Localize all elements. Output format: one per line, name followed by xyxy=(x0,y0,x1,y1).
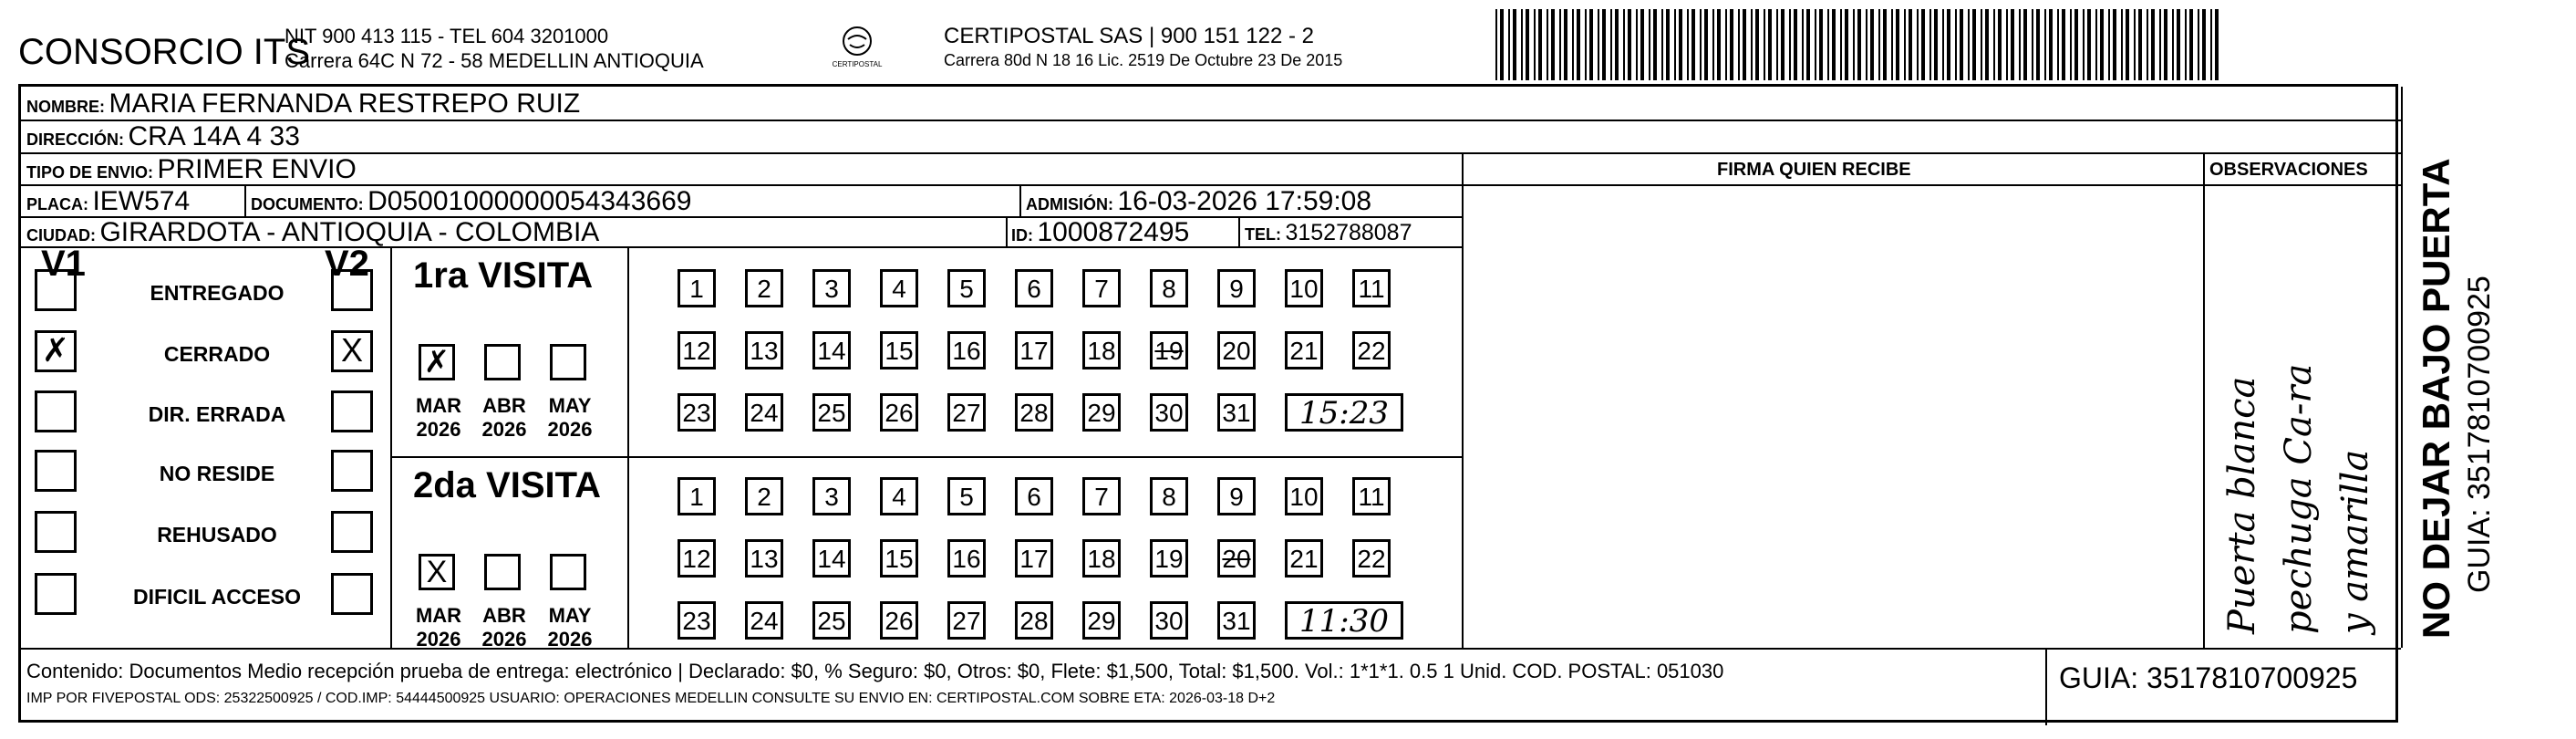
day-box[interactable]: 7 xyxy=(1082,477,1121,515)
courier-info xyxy=(944,24,1342,73)
v1-checkbox[interactable] xyxy=(35,269,77,311)
tipo-value: PRIMER ENVIO xyxy=(157,154,357,184)
no-dejar-bajo-puerta: NO DEJAR BAJO PUERTA xyxy=(2415,158,2457,639)
month-checkbox[interactable] xyxy=(484,554,521,590)
barcode-bar xyxy=(2032,9,2033,80)
barcode-bar xyxy=(1691,9,1695,80)
barcode-bar xyxy=(1666,9,1670,80)
barcode-bar xyxy=(1934,9,1938,80)
barcode-bar xyxy=(2100,9,2104,80)
id-label: ID: xyxy=(1011,226,1033,245)
day-box[interactable]: 16 xyxy=(947,539,986,578)
day-box[interactable]: 15 xyxy=(880,539,918,578)
v2-checkbox[interactable] xyxy=(331,511,373,553)
day-box[interactable]: 3 xyxy=(812,269,851,307)
barcode-bar xyxy=(2044,9,2046,80)
day-box[interactable]: 17 xyxy=(1015,539,1053,578)
day-box[interactable]: 12 xyxy=(678,331,716,370)
visit-time: 15:23 xyxy=(1285,393,1403,432)
v1-checkbox[interactable]: ✗ xyxy=(35,330,77,372)
nombre-label: NOMBRE: xyxy=(26,98,105,116)
barcode-bar xyxy=(1730,9,1733,80)
barcode-bar xyxy=(1653,9,1657,80)
ciudad-label: CIUDAD: xyxy=(26,226,96,245)
observaciones-handwriting xyxy=(2214,364,2384,634)
barcode-bar xyxy=(2159,9,2161,80)
barcode-bar xyxy=(1598,9,1599,80)
day-box[interactable]: 21 xyxy=(1285,539,1323,578)
barcode-bar xyxy=(2083,9,2085,80)
barcode-bar xyxy=(2147,9,2148,80)
barcode-bar xyxy=(1755,9,1759,80)
day-box[interactable]: 6 xyxy=(1015,269,1053,307)
barcode-bar xyxy=(2062,9,2065,80)
status-label: REHUSADO xyxy=(157,523,277,546)
barcode-bar xyxy=(2113,9,2116,80)
id-value: 1000872495 xyxy=(1037,217,1190,247)
barcode-bar xyxy=(1909,9,1912,80)
barcode-bar xyxy=(1712,9,1714,80)
barcode-bar xyxy=(1661,9,1663,80)
day-box[interactable]: 3 xyxy=(812,477,851,515)
nombre-value: MARIA FERNANDA RESTREPO RUIZ xyxy=(109,88,581,119)
day-box[interactable]: 25 xyxy=(812,393,851,432)
day-box[interactable]: 5 xyxy=(947,269,986,307)
barcode-bar xyxy=(1776,9,1778,80)
month-label: ABR 2026 xyxy=(481,394,527,441)
barcode-bar xyxy=(1968,9,1970,80)
barcode-bar xyxy=(2202,9,2206,80)
barcode-bar xyxy=(1738,9,1740,80)
visit2-title: 2da VISITA xyxy=(413,465,601,505)
month-label: ABR 2026 xyxy=(481,604,527,651)
day-box[interactable]: 30 xyxy=(1150,393,1188,432)
barcode-bar xyxy=(2006,9,2008,80)
day-box[interactable]: 24 xyxy=(745,601,783,640)
status-label: NO RESIDE xyxy=(159,462,275,485)
barcode-bar xyxy=(1878,9,1880,80)
barcode-bar xyxy=(1802,9,1804,80)
day-box[interactable]: 26 xyxy=(880,393,918,432)
barcode-bar xyxy=(1827,9,1829,80)
visit1-title: 1ra VISITA xyxy=(413,255,594,296)
barcode-bar xyxy=(1947,9,1950,80)
company-info xyxy=(284,24,704,73)
barcode-bar xyxy=(1725,9,1727,80)
barcode-bar xyxy=(1764,9,1765,80)
barcode-bar xyxy=(1929,9,1931,80)
barcode-bar xyxy=(1564,9,1567,80)
barcode-bar xyxy=(2070,9,2072,80)
barcode-bar xyxy=(1993,9,1995,80)
status-label: DIR. ERRADA xyxy=(148,402,286,426)
day-box[interactable]: 26 xyxy=(880,601,918,640)
barcode-bar xyxy=(1513,9,1516,80)
guide-form xyxy=(18,84,2398,723)
day-box[interactable]: 4 xyxy=(880,269,918,307)
barcode-bar xyxy=(1985,9,1989,80)
barcode-bar xyxy=(1794,9,1797,80)
tel-row xyxy=(1245,220,1412,246)
documento-row xyxy=(251,186,691,217)
day-box[interactable]: 20 xyxy=(1217,539,1256,578)
barcode-bar xyxy=(2189,9,2193,80)
day-box[interactable]: 13 xyxy=(745,331,783,370)
certipostal-logo xyxy=(830,23,885,78)
day-box[interactable]: 22 xyxy=(1352,539,1391,578)
day-box[interactable]: 12 xyxy=(678,539,716,578)
month-label: MAR 2026 xyxy=(415,394,462,441)
barcode-bar xyxy=(2023,9,2027,80)
barcode-bar xyxy=(2138,9,2142,80)
barcode-bar xyxy=(1640,9,1644,80)
v2-checkbox[interactable]: X xyxy=(331,330,373,372)
barcode-bar xyxy=(2134,9,2136,80)
barcode-bar xyxy=(2198,9,2199,80)
barcode-bar xyxy=(1960,9,1963,80)
day-box[interactable]: 30 xyxy=(1150,601,1188,640)
observaciones-label: OBSERVACIONES xyxy=(2209,160,2368,180)
barcode-bar xyxy=(1679,9,1682,80)
day-box[interactable]: 14 xyxy=(812,539,851,578)
v1-checkbox[interactable] xyxy=(35,390,77,432)
v2-checkbox[interactable] xyxy=(331,390,373,432)
ciudad-value: GIRARDOTA - ANTIOQUIA - COLOMBIA xyxy=(99,217,600,247)
barcode-bar xyxy=(2019,9,2021,80)
barcode-bar xyxy=(1615,9,1619,80)
barcode-bar xyxy=(1998,9,2002,80)
barcode-bar xyxy=(1551,9,1555,80)
day-box[interactable]: 24 xyxy=(745,393,783,432)
admision-value: 16-03-2026 17:59:08 xyxy=(1117,186,1372,216)
day-box[interactable]: 21 xyxy=(1285,331,1323,370)
barcode-bar xyxy=(1628,9,1631,80)
v2-checkbox[interactable] xyxy=(331,573,373,615)
barcode-bar xyxy=(1921,9,1925,80)
barcode-bar xyxy=(1857,9,1861,80)
direccion-label: DIRECCIÓN: xyxy=(26,130,124,149)
firma-label: FIRMA QUIEN RECIBE xyxy=(1717,160,1911,180)
logo-text: CERTIPOSTAL xyxy=(832,60,883,68)
v2-checkbox[interactable] xyxy=(331,269,373,311)
day-box[interactable]: 8 xyxy=(1150,477,1188,515)
barcode-bar xyxy=(1840,9,1842,80)
day-box[interactable]: 13 xyxy=(745,539,783,578)
barcode-bar xyxy=(1806,9,1810,80)
barcode-bar xyxy=(1636,9,1638,80)
v1-checkbox[interactable] xyxy=(35,573,77,615)
barcode-bar xyxy=(2164,9,2167,80)
barcode-bar xyxy=(1789,9,1791,80)
barcode-bar xyxy=(1538,9,1542,80)
month-checkbox[interactable] xyxy=(484,344,521,380)
footer-content: Contenido: Documentos Medio recepción prueba de entrega: electrónico | Declarado: $0, % Seguro: $0, Otros: $0, Flete: $1,500, Total: $1,500. Vol.: 1*1*1. 0.5 1 Unid. COD. POSTAL: 051030 xyxy=(26,660,1724,682)
barcode-bar xyxy=(1687,9,1689,80)
barcode-bar xyxy=(1623,9,1625,80)
day-box[interactable]: 19 xyxy=(1150,539,1188,578)
barcode-bar xyxy=(2126,9,2129,80)
barcode-bar xyxy=(1495,9,1497,80)
v1-checkbox[interactable] xyxy=(35,511,77,553)
courier-line: CERTIPOSTAL SAS | 900 151 122 - 2 xyxy=(944,24,1314,48)
status-label: DIFICIL ACCESO xyxy=(132,585,301,609)
barcode-bar xyxy=(2215,9,2219,80)
month-checkbox[interactable] xyxy=(550,344,586,380)
company-name: CONSORCIO ITS xyxy=(18,32,311,72)
month-checkbox[interactable]: ✗ xyxy=(419,344,455,380)
address-line: Carrera 64C N 72 - 58 MEDELLIN ANTIOQUIA xyxy=(284,49,704,72)
ciudad-row xyxy=(26,217,599,248)
day-box[interactable]: 8 xyxy=(1150,269,1188,307)
day-box[interactable]: 11 xyxy=(1352,269,1391,307)
barcode-bar xyxy=(1585,9,1587,80)
barcode-bar xyxy=(1751,9,1753,80)
month-checkbox[interactable]: X xyxy=(419,554,455,590)
barcode-bar xyxy=(1853,9,1855,80)
month-checkbox[interactable] xyxy=(550,554,586,590)
side-guia: GUIA: 3517810700925 xyxy=(2462,276,2497,593)
day-box[interactable]: 11 xyxy=(1352,477,1391,515)
status-label: ENTREGADO xyxy=(150,281,284,305)
barcode-bar xyxy=(2121,9,2123,80)
barcode-bar xyxy=(2151,9,2155,80)
obs-line-1: Puerta blanca xyxy=(2221,376,2263,634)
v1-label: V1 xyxy=(41,244,86,284)
footer-guia: GUIA: 3517810700925 xyxy=(2059,661,2358,694)
barcode-bar xyxy=(1819,9,1823,80)
day-box[interactable]: 1 xyxy=(678,269,716,307)
day-box[interactable]: 4 xyxy=(880,477,918,515)
admision-label: ADMISIÓN: xyxy=(1026,195,1113,213)
barcode-bar xyxy=(1883,9,1887,80)
day-box[interactable]: 19 xyxy=(1150,331,1188,370)
courier-address: Carrera 80d N 18 16 Lic. 2519 De Octubre 23 De 2015 xyxy=(944,51,1343,69)
barcode-bar xyxy=(1547,9,1548,80)
visit-time: 11:30 xyxy=(1285,601,1403,640)
barcode-bar xyxy=(1602,9,1606,80)
barcode-bar xyxy=(1832,9,1836,80)
barcode-bar xyxy=(1508,9,1510,80)
day-box[interactable]: 17 xyxy=(1015,331,1053,370)
barcode-bar xyxy=(1526,9,1529,80)
barcode-bar xyxy=(1870,9,1874,80)
barcode-bar xyxy=(1942,9,1944,80)
barcode-bar xyxy=(2011,9,2014,80)
barcode-bar xyxy=(1717,9,1721,80)
barcode xyxy=(1495,9,2220,80)
day-box[interactable]: 2 xyxy=(745,477,783,515)
barcode-bar xyxy=(1972,9,1976,80)
tipo-label: TIPO DE ENVIO: xyxy=(26,163,154,182)
day-box[interactable]: 10 xyxy=(1285,477,1323,515)
barcode-bar xyxy=(1845,9,1848,80)
barcode-bar xyxy=(2087,9,2091,80)
documento-value: D05001000000054343669 xyxy=(367,186,692,216)
nit-line: NIT 900 413 115 - TEL 604 3201000 xyxy=(284,25,609,47)
barcode-bar xyxy=(2172,9,2174,80)
barcode-bar xyxy=(1500,9,1504,80)
day-box[interactable]: 18 xyxy=(1082,539,1121,578)
id-row xyxy=(1011,217,1189,248)
day-box[interactable]: 1 xyxy=(678,477,716,515)
barcode-bar xyxy=(1917,9,1919,80)
day-box[interactable]: 16 xyxy=(947,331,986,370)
barcode-bar xyxy=(1781,9,1785,80)
placa-row xyxy=(26,186,190,217)
barcode-bar xyxy=(1768,9,1772,80)
day-box[interactable]: 9 xyxy=(1217,477,1256,515)
v2-label: V2 xyxy=(325,244,369,284)
month-label: MAY 2026 xyxy=(547,604,593,651)
barcode-bar xyxy=(1610,9,1612,80)
barcode-bar xyxy=(1743,9,1746,80)
barcode-bar xyxy=(1577,9,1580,80)
day-box[interactable]: 27 xyxy=(947,393,986,432)
month-label: MAR 2026 xyxy=(415,604,462,651)
day-box[interactable]: 7 xyxy=(1082,269,1121,307)
day-box[interactable]: 28 xyxy=(1015,601,1053,640)
day-box[interactable]: 23 xyxy=(678,601,716,640)
barcode-bar xyxy=(1572,9,1574,80)
obs-line-2: pechuga Ca-ra xyxy=(2278,363,2320,634)
direccion-row xyxy=(26,121,300,152)
barcode-bar xyxy=(2074,9,2078,80)
barcode-bar xyxy=(1700,9,1702,80)
tel-label: TEL: xyxy=(1245,225,1281,244)
day-box[interactable]: 31 xyxy=(1217,393,1256,432)
day-box[interactable]: 6 xyxy=(1015,477,1053,515)
barcode-bar xyxy=(1981,9,1982,80)
nombre-row xyxy=(26,88,580,120)
day-box[interactable]: 10 xyxy=(1285,269,1323,307)
barcode-bar xyxy=(2108,9,2110,80)
barcode-bar xyxy=(1815,9,1816,80)
status-label: CERRADO xyxy=(163,342,271,366)
day-box[interactable]: 23 xyxy=(678,393,716,432)
day-box[interactable]: 20 xyxy=(1217,331,1256,370)
barcode-bar xyxy=(2036,9,2040,80)
barcode-bar xyxy=(1589,9,1593,80)
barcode-bar xyxy=(1674,9,1676,80)
day-box[interactable]: 31 xyxy=(1217,601,1256,640)
day-box[interactable]: 28 xyxy=(1015,393,1053,432)
barcode-bar xyxy=(1521,9,1523,80)
barcode-bar xyxy=(2185,9,2187,80)
barcode-bar xyxy=(2049,9,2053,80)
documento-label: DOCUMENTO: xyxy=(251,195,364,213)
day-box[interactable]: 29 xyxy=(1082,393,1121,432)
barcode-bar xyxy=(1896,9,1899,80)
barcode-bar xyxy=(2177,9,2180,80)
day-box[interactable]: 9 xyxy=(1217,269,1256,307)
tipo-row xyxy=(26,154,357,185)
day-box[interactable]: 15 xyxy=(880,331,918,370)
month-label: MAY 2026 xyxy=(547,394,593,441)
day-box[interactable]: 14 xyxy=(812,331,851,370)
barcode-bar xyxy=(1704,9,1708,80)
obs-line-3: y amarilla xyxy=(2334,449,2376,634)
barcode-bar xyxy=(1559,9,1561,80)
tel-value: 3152788087 xyxy=(1285,220,1412,245)
footer-print-info: IMP POR FIVEPOSTAL ODS: 25322500925 / COD.IMP: 54444500925 USUARIO: OPERACIONES MEDELLIN CONSULTE SU ENVIO EN: CERTIPOSTAL.COM SOBRE ETA: 2026-03-18 D+2 xyxy=(26,691,1276,706)
barcode-bar xyxy=(1891,9,1893,80)
barcode-bar xyxy=(2095,9,2097,80)
admision-row xyxy=(1026,186,1371,217)
day-box[interactable]: 22 xyxy=(1352,331,1391,370)
barcode-bar xyxy=(1534,9,1536,80)
placa-label: PLACA: xyxy=(26,195,88,213)
day-box[interactable]: 29 xyxy=(1082,601,1121,640)
placa-value: IEW574 xyxy=(92,186,191,216)
barcode-bar xyxy=(2210,9,2212,80)
day-box[interactable]: 2 xyxy=(745,269,783,307)
day-box[interactable]: 25 xyxy=(812,601,851,640)
v2-checkbox[interactable] xyxy=(331,450,373,492)
direccion-value: CRA 14A 4 33 xyxy=(128,121,300,151)
day-box[interactable]: 18 xyxy=(1082,331,1121,370)
barcode-bar xyxy=(2057,9,2059,80)
barcode-bar xyxy=(1955,9,1957,80)
barcode-bar xyxy=(1649,9,1650,80)
v1-checkbox[interactable] xyxy=(35,450,77,492)
barcode-bar xyxy=(1866,9,1867,80)
day-box[interactable]: 5 xyxy=(947,477,986,515)
day-box[interactable]: 27 xyxy=(947,601,986,640)
barcode-bar xyxy=(1904,9,1906,80)
